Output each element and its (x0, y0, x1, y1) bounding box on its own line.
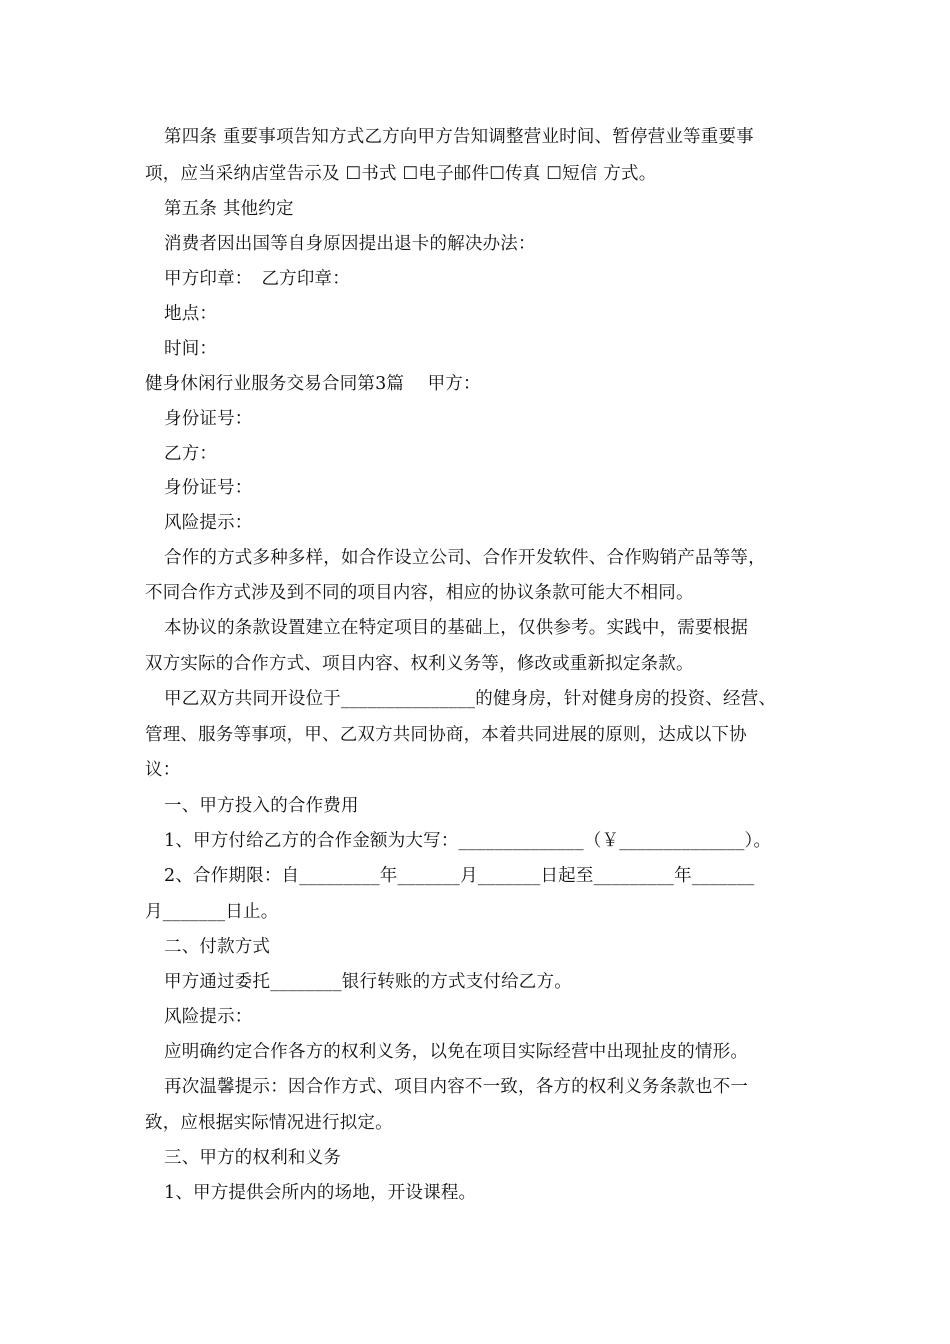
paragraph-line: 1、甲方付给乙方的合作金额为大写：______________（￥______________）。 (164, 831, 772, 851)
paragraph-line: 第四条 重要事项告知方式乙方向甲方告知调整营业时间、暂停营业等重要事 (164, 127, 754, 147)
location-line: 地点： (164, 304, 218, 324)
party-b-line: 乙方： (164, 444, 218, 464)
paragraph-line: 月_______日止。 (145, 902, 279, 922)
paragraph-line: 甲乙双方共同开设位于_______________的健身房，针对健身房的投资、经营、 (164, 689, 777, 709)
paragraph-line: 不同合作方式涉及到不同的项目内容，相应的协议条款可能大不相同。 (145, 583, 694, 603)
paragraph-line: 合作的方式多种多样，如合作设立公司、合作开发软件、合作购销产品等等， (164, 548, 766, 568)
section-heading: 第五条 其他约定 (164, 199, 294, 219)
paragraph-line: 双方实际的合作方式、项目内容、权利义务等，修改或重新拟定条款。 (145, 654, 694, 674)
id-number-line: 身份证号： (164, 478, 253, 498)
paragraph-line: 消费者因出国等自身原因提出退卡的解决办法： (164, 234, 536, 254)
paragraph-line: 1、甲方提供会所内的场地，开设课程。 (164, 1183, 477, 1203)
id-number-line: 身份证号： (164, 409, 253, 429)
paragraph-line: 议： (145, 760, 181, 780)
paragraph-line: 本协议的条款设置建立在特定项目的基础上，仅供参考。实践中，需要根据 (164, 618, 749, 638)
paragraph-line: 致，应根据实际情况进行拟定。 (145, 1113, 393, 1133)
seal-line: 甲方印章： 乙方印章： (164, 269, 350, 289)
risk-tip-heading: 风险提示： (164, 513, 253, 533)
paragraph-line: 项，应当采纳店堂告示及 ☐书式 ☐电子邮件☐传真 ☐短信 方式。 (145, 164, 657, 184)
paragraph-line: 应明确约定合作各方的权利义务，以免在项目实际经营中出现扯皮的情形。 (164, 1042, 749, 1062)
section-heading: 二、付款方式 (164, 937, 271, 957)
contract-title-line: 健身休闲行业服务交易合同第3篇 甲方： (145, 374, 481, 394)
time-line: 时间： (164, 339, 218, 359)
section-heading: 三、甲方的权利和义务 (164, 1148, 341, 1168)
paragraph-line: 管理、服务等事项，甲、乙双方共同协商，本着共同进展的原则，达成以下协 (145, 725, 747, 745)
paragraph-line: 再次温馨提示：因合作方式、项目内容不一致，各方的权利义务条款也不一 (164, 1077, 749, 1097)
section-heading: 一、甲方投入的合作费用 (164, 796, 359, 816)
paragraph-line: 甲方通过委托________银行转账的方式支付给乙方。 (164, 972, 572, 992)
risk-tip-heading: 风险提示： (164, 1007, 253, 1027)
paragraph-line: 2、合作期限：自_________年_______月_______日起至_________年_______ (164, 866, 755, 886)
